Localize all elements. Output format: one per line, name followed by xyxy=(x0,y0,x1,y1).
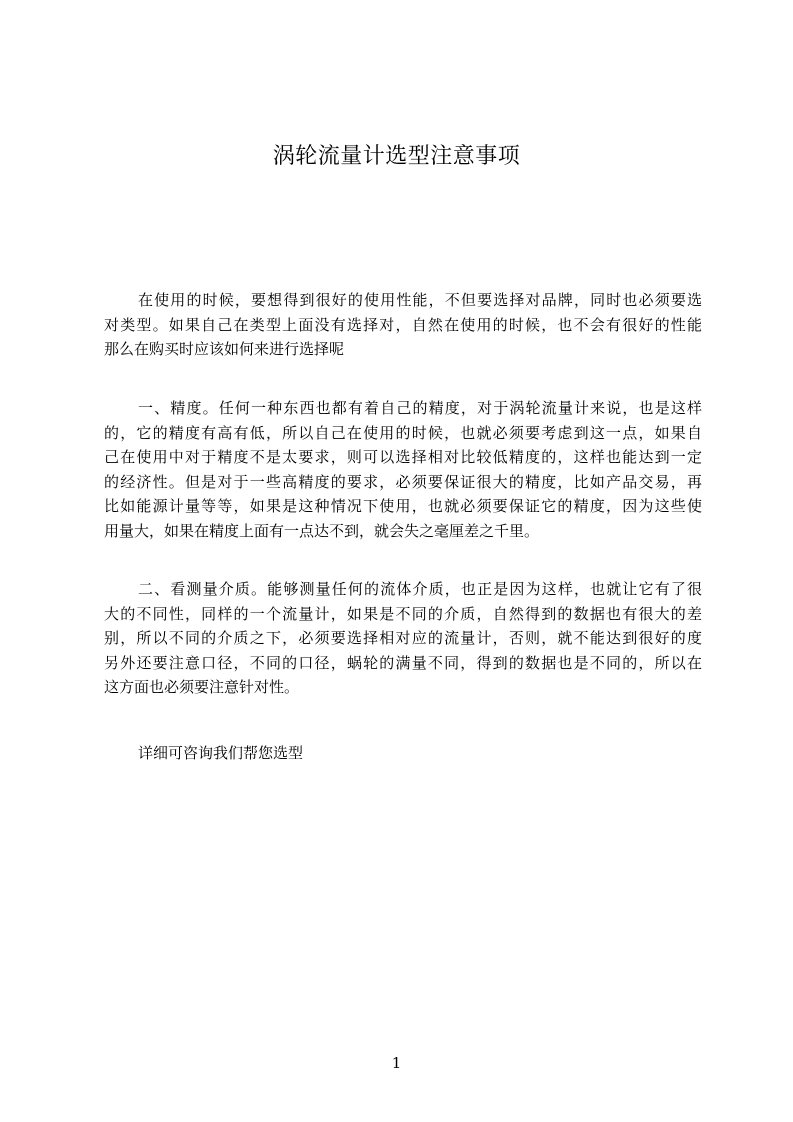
paragraph-line: 那么在购买时应该如何来进行选择呢 xyxy=(104,340,345,358)
paragraph-line: 的，它的精度有高有低，所以自己在使用的时候，也就必须要考虑到这一点，如果自 xyxy=(104,423,702,442)
closing-paragraph xyxy=(104,741,702,766)
paragraph-line: 用量大，如果在精度上面有一点达不到，就会失之毫厘差之千里。 xyxy=(104,521,540,540)
page-number: 1 xyxy=(391,1054,402,1072)
paragraph-line: 己在使用中对于精度不是太要求，则可以选择相对比较低精度的，这样也能达到一定 xyxy=(104,448,702,466)
paragraph-line: 一、精度。任何一种东西也都有着自己的精度，对于涡轮流量计来说，也是这样 xyxy=(138,399,702,417)
paragraph-line: 详细可咨询我们帮您选型 xyxy=(138,744,304,762)
paragraph-line: 别，所以不同的介质之下，必须要选择相对应的流量计，否则，就不能达到很好的度 xyxy=(104,629,702,647)
paragraph-line: 的经济性。但是对于一些高精度的要求，必须要保证很大的精度，比如产品交易，再 xyxy=(104,472,702,491)
paragraph-line: 在使用的时候，要想得到很好的使用性能，不但要选择对品牌，同时也必须要选 xyxy=(138,291,702,309)
medium-paragraph xyxy=(104,577,702,700)
intro-paragraph xyxy=(104,288,702,362)
page-title: 涡轮流量计选型注意事项 xyxy=(272,144,521,169)
paragraph-line: 二、看测量介质。能够测量任何的流体介质，也正是因为这样，也就让它有了很 xyxy=(138,580,702,598)
accuracy-paragraph xyxy=(104,396,702,543)
paragraph-line: 另外还要注意口径，不同的口径，蜗轮的满量不同，得到的数据也是不同的，所以在 xyxy=(104,653,702,672)
paragraph-line: 大的不同性，同样的一个流量计，如果是不同的介质，自然得到的数据也有很大的差 xyxy=(104,604,702,623)
paragraph-line: 这方面也必须要注意针对性。 xyxy=(104,678,300,696)
paragraph-line: 比如能源计量等等，如果是这种情况下使用，也就必须要保证它的精度，因为这些使 xyxy=(104,497,702,515)
paragraph-line: 对类型。如果自己在类型上面没有选择对，自然在使用的时候，也不会有很好的性能 xyxy=(104,315,702,334)
